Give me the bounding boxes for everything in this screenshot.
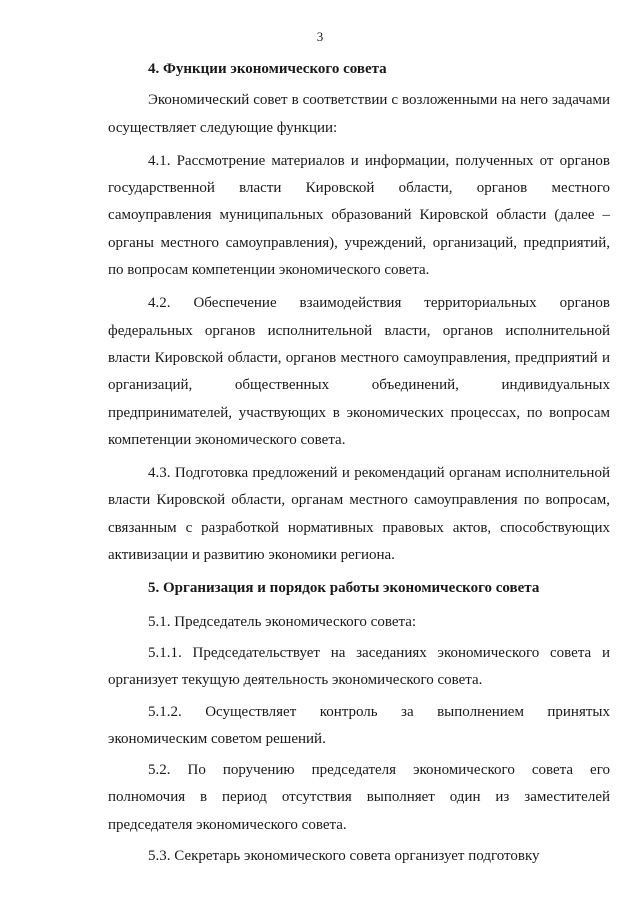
section-4-intro: Экономический совет в соответствии с возложенными на него задачами осуществляет следующие функции:	[108, 92, 610, 136]
section-5-heading: 5. Организация и порядок работы экономического совета	[148, 580, 540, 597]
item-5-3: 5.3. Секретарь экономического совета организует подготовку	[148, 848, 540, 865]
item-5-1-1: 5.1.1. Председательствует на заседаниях экономического совета и организует текущую деятельность экономического совета.	[108, 644, 610, 689]
item-4-1: 4.1. Рассмотрение материалов и информации, полученных от органов государственной власти Кировской области, органов местного самоуправления муниципальных образований Кировской области (далее – органы местного самоуправления), учреждений, организаций, предприятий, по вопросам компетенции экономического совета.	[108, 152, 610, 279]
item-5-1-2: 5.1.2. Осуществляет контроль за выполнением принятых экономическим советом решений.	[108, 703, 610, 747]
section-4-heading: 4. Функции экономического совета	[148, 61, 387, 77]
page-number: 3	[316, 29, 324, 44]
document-body	[108, 56, 610, 874]
item-5-2: 5.2. По поручению председателя экономического совета его полномочия в период отсутствия выполняет один из заместителей председателя экономического совета.	[108, 762, 610, 833]
item-4-2: 4.2. Обеспечение взаимодействия территориальных органов федеральных органов исполнительной власти, органов исполнительной власти Кировской области, органов местного самоуправления, предприятий и организаций, общественных объединений, индивидуальных предпринимателей, участвующих в экономических процессах, по вопросам компетенции экономического совета.	[108, 295, 610, 448]
item-4-3: 4.3. Подготовка предложений и рекомендаций органам исполнительной власти Кировской области, органам местного самоуправления по вопросам, связанным с разработкой нормативных правовых актов, способствующих активизации и развитию экономики региона.	[108, 465, 610, 564]
item-5-1: 5.1. Председатель экономического совета:	[148, 613, 417, 630]
